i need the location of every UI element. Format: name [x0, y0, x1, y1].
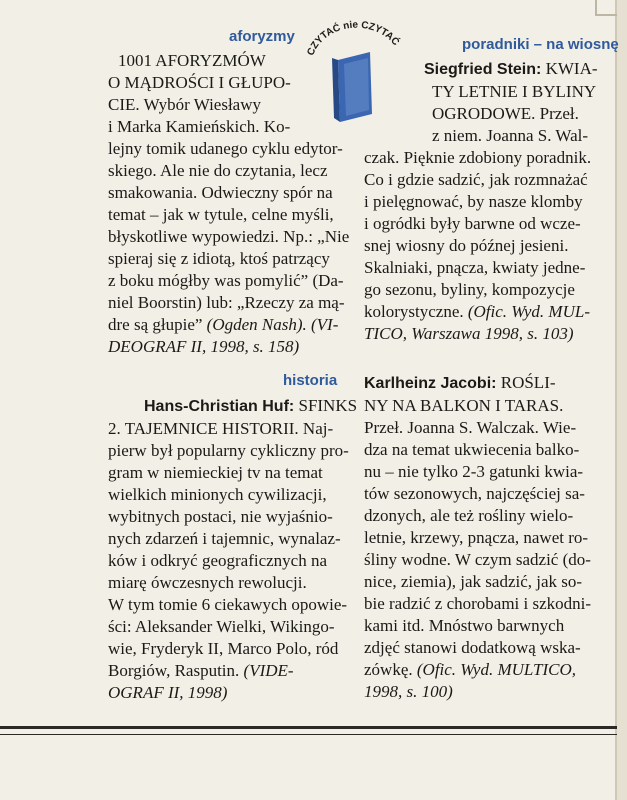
page-corner — [595, 0, 617, 16]
text-line: skiego. Ale nie do czytania, lecz — [108, 161, 328, 180]
text-line: letnie, krzewy, pnącza, nawet ro- — [364, 528, 589, 547]
text-line: temat – jak w tytule, celne myśli, — [108, 205, 334, 224]
text-line: ści: Aleksander Wielki, Wikingo- — [108, 617, 335, 636]
bottom-rule-thick — [0, 726, 617, 729]
text-line: NY NA BALKON I TARAS. — [364, 396, 564, 415]
text-line: zówkę. (Ofic. Wyd. MULTICO, — [364, 660, 576, 679]
review-aforyzmy — [108, 50, 350, 358]
text-line: nice, ziemia), jak sadzić, jak so- — [364, 572, 583, 591]
text-line: spieraj się z idiotą, ktoś patrzący — [108, 249, 330, 268]
text-line: wybitnych postaci, nie wyjaśnio- — [108, 507, 333, 526]
text-line: OGRAF II, 1998) — [108, 683, 228, 702]
text-line: smakowania. Odwieczny spór na — [108, 183, 333, 202]
text-line: 2. TAJEMNICE HISTORII. Naj- — [108, 419, 334, 438]
text-line: W tym tomie 6 ciekawych opowie- — [108, 595, 348, 614]
text-line: CIE. Wybór Wiesławy — [108, 95, 261, 114]
text-line: pierw był popularny cykliczny pro- — [108, 441, 349, 460]
text-line: dza na temat ukwiecenia balko- — [364, 440, 580, 459]
text-line: wie, Fryderyk II, Marco Polo, ród — [108, 639, 339, 658]
logo-text: CZYTAĆ nie CZYTAĆ — [305, 19, 402, 58]
text-line: nych zdarzeń i tajemnic, wynalaz- — [108, 529, 341, 548]
text-line: bie radzić z chorobami i szkodni- — [364, 594, 592, 613]
page-edge — [615, 0, 627, 800]
text-line: wielkich minionych cywilizacji, — [108, 485, 327, 504]
text-line: nu – nie tylko 2-3 gatunki kwia- — [364, 462, 584, 481]
text-line: tów sezonowych, najczęściej sa- — [364, 484, 585, 503]
text-line: kami itd. Mnóstwo barwnych — [364, 616, 565, 635]
text-line: go sezonu, byliny, kompozycje — [364, 280, 575, 299]
text-line: z niem. Joanna S. Wal- — [432, 126, 589, 145]
author-name: Hans-Christian Huf: — [144, 398, 295, 415]
text-line: OGRODOWE. Przeł. — [432, 104, 579, 123]
text-line: Przeł. Joanna S. Walczak. Wie- — [364, 418, 577, 437]
text-line: i ogródki były barwne od wcze- — [364, 214, 581, 233]
text-line: dre są głupie” (Ogden Nash). (VI- — [108, 315, 339, 334]
text-line: Borgiów, Rasputin. (VIDE- — [108, 661, 294, 680]
author-name: Karlheinz Jacobi: — [364, 375, 497, 392]
text-line: Skalniaki, pnącza, kwiaty jedne- — [364, 258, 586, 277]
text-line: Co i gdzie sadzić, jak rozmnażać — [364, 170, 588, 189]
text-line: 1998, s. 100) — [364, 682, 453, 701]
text-line: Karlheinz Jacobi: ROŚLI- — [364, 373, 556, 392]
text-line: lejny tomik udanego cyklu edytor- — [108, 139, 343, 158]
review-rosliny-na-balkon — [364, 372, 614, 703]
text-line: Siegfried Stein: KWIA- — [424, 59, 598, 78]
text-line: TICO, Warszawa 1998, s. 103) — [364, 324, 574, 343]
text-line: i Marka Kamieńskich. Ko- — [108, 117, 291, 136]
author-name: Siegfried Stein: — [424, 61, 542, 78]
text-line: śliny wodne. W czym sadzić (do- — [364, 550, 591, 569]
text-line: TY LETNIE I BYLINY — [432, 82, 597, 101]
review-sfinks — [108, 395, 358, 704]
text-line: miarę ówczesnych rewolucji. — [108, 573, 307, 592]
text-line: gram w niemieckiej tv na temat — [108, 463, 323, 482]
text-line: 1001 AFORYZMÓW — [118, 51, 266, 70]
category-poradniki: poradniki – na wiosnę — [462, 36, 619, 53]
text-line: O MĄDROŚCI I GŁUPO- — [108, 73, 291, 92]
text-line: Hans-Christian Huf: SFINKS — [144, 396, 358, 415]
text-line: dzonych, ale też rośliny wielo- — [364, 506, 574, 525]
text-line: kolorystyczne. (Ofic. Wyd. MUL- — [364, 302, 590, 321]
text-line: ków i odkryć geograficznych na — [108, 551, 328, 570]
text-line: błyskotliwe wypowiedzi. Np.: „Nie — [108, 227, 350, 246]
text-line: i pielęgnować, by nasze klomby — [364, 192, 583, 211]
text-line: DEOGRAF II, 1998, s. 158) — [108, 337, 300, 356]
text-line: z boku mógłby was pomylić” (Da- — [108, 271, 344, 290]
text-line: czak. Pięknie zdobiony poradnik. — [364, 148, 592, 167]
bottom-rule-thin — [0, 734, 617, 735]
review-kwiaty-letnie — [364, 58, 614, 345]
text-line: niel Boorstin) lub: „Rzeczy za mą- — [108, 293, 345, 312]
text-line: snej wiosny do późnej jesieni. — [364, 236, 569, 255]
category-aforyzmy: aforyzmy — [229, 28, 295, 45]
text-line: zdjęć stanowi dodatkową wska- — [364, 638, 581, 657]
category-historia: historia — [283, 372, 338, 389]
